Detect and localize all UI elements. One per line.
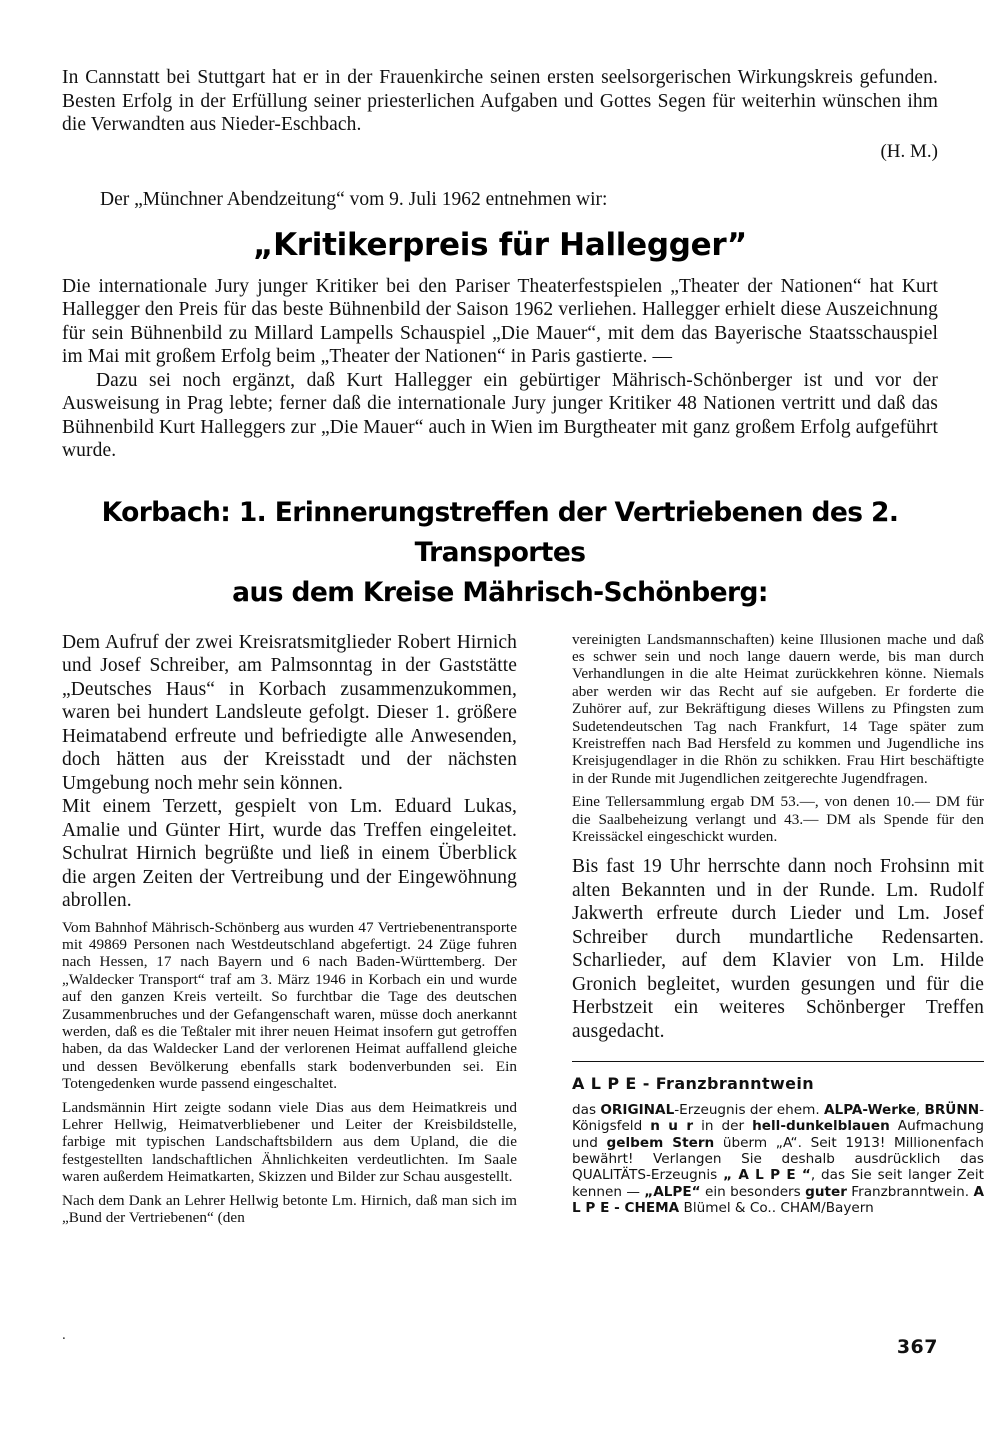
ad-line6-bold2: guter	[805, 1183, 847, 1200]
ad-line7-rest: Blümel & Co.. CHAM/Bayern	[679, 1200, 874, 1217]
ad-line6-mid: ein besonders	[700, 1183, 806, 1200]
top-article-paragraph: In Cannstatt bei Stuttgart hat er in der Frauenkirche seinen ersten seelsorgerischen Wirkungskreis gefunden. Besten Erfolg in der Erfüllung seiner priesterlichen Aufgaben und Gottes Segen für weiterhin wünschen ihm die Verwandten aus Nieder-Eschbach.	[62, 67, 938, 135]
ad-body	[572, 1102, 984, 1217]
ad-line2-bold2: n u r	[650, 1118, 694, 1135]
ad-line2-mid: -Königsfeld	[572, 1101, 984, 1135]
headline-korbach	[62, 493, 938, 613]
page-content	[62, 66, 984, 1331]
ad-line5-bold: „ A L P E “	[723, 1167, 811, 1184]
headline-korbach-line1: Korbach: 1. Erinnerungstreffen der Vertriebenen des 2. Transportes	[101, 496, 899, 568]
ad-line3-bold1: gelbem Stern	[606, 1134, 715, 1151]
top-article-signature: (H. M.)	[880, 140, 938, 162]
page-number: 367	[896, 1336, 938, 1358]
right-paragraph-3: Bis fast 19 Uhr herrschte dann noch Frohsinn mit alten Bekannten und in der Runde. Lm. Rudolf Jakwerth erfreute durch Lieder und Lm. Josef Schreiber durch mundartliche Redensarten. Scharlieder, auf dem Klavier von Lm. Hilde Gronich begleitet, wurden gesungen und für die Herbstzeit ein weiteres Schönberger Treffen ausgedacht.	[572, 856, 984, 1042]
ad-line2-bold1: BRÜNN	[924, 1101, 980, 1118]
ad-line2-bold3: hell-dunkelblauen	[752, 1118, 890, 1135]
ad-line3-pre: Aufmachung und	[572, 1118, 984, 1151]
right-paragraph-2: Eine Tellersammlung ergab DM 53.—, von denen 10.— DM für die Saalbeheizung verlangt und 43.— DM als Spende für den Kreissäckel eingeschickt wurden.	[572, 793, 984, 845]
ad-line2-mid2: in der	[693, 1118, 753, 1135]
source-line: Der „Münchner Abendzeitung“ vom 9. Juli 1962 entnehmen wir:	[100, 188, 608, 210]
ad-line6-end: Franzbranntwein.	[846, 1183, 970, 1200]
ad-line1-pre: das	[572, 1101, 601, 1118]
ad-line5-rest: , das Sie seit langer Zeit kennen —	[572, 1167, 984, 1200]
column-right	[572, 631, 984, 1217]
column-left	[62, 631, 517, 1227]
ad-line1-bold1: ORIGINAL	[600, 1101, 675, 1118]
two-column-body	[62, 630, 984, 1331]
advertisement-alpe	[572, 1076, 984, 1216]
headline-korbach-line2: aus dem Kreise Mährisch-Schönberg:	[232, 576, 768, 608]
left-paragraph-5: Nach dem Dank an Lehrer Hellwig betonte Lm. Hirnich, daß man sich im „Bund der Vertriebenen“ (den	[62, 1191, 517, 1226]
headline-kritikerpreis: „Kritikerpreis für Hallegger”	[253, 226, 747, 263]
left-paragraph-4: Landsmännin Hirt zeigte sodann viele Dias aus dem Heimatkreis und Lehrer Hellwig, Heimatverbliebener und Leiter der Kreisbildstelle, farbige mit typischen Landschaftsbildern aus dem Upland, die die festgestellten landschaftlichen Ähnlichkeiten verdeutlichten. Im Saale waren außerdem Heimatkarten, Skizzen und Bilder zur Schau ausgestellt.	[62, 1098, 517, 1186]
right-paragraph-1: vereinigten Landsmannschaften) keine Illusionen mache und daß es schwer sein und noch lange dauern werde, bis man durch Verhandlungen in die alte Heimat zurückkehren könne. Niemals aber werden wir das Recht auf sie aufgeben. Er forderte die Zuhörer auf, zur Bekräftigung dieses Willens zu Pfingsten zum Sudetendeutschen Tag nach Frankfurt, 14 Tage später zum Kreistreffen nach Bad Hersfeld zu kommen und Jugendliche ins Kreisjugendlager in die Rhön zu schikken. Frau Hirt beschäftigte in der Runde mit Jugendlichen zeitgerechte Jugendfragen.	[572, 630, 984, 787]
ad-line1-bold2: ALPA-Werke	[824, 1101, 916, 1118]
article1-paragraph-1: Die internationale Jury junger Kritiker bei den Pariser Theaterfestspielen „Theater der Nationen“ hat Kurt Hallegger den Preis für das beste Bühnenbild der Saison 1962 verliehen. Hallegger erhielt diese Auszeichnung für sein Bühnenbild zu Millard Lampells Schauspiel „Die Mauer“, mit dem das Bayerische Staatsschauspiel im Mai mit großem Erfolg beim „Theater der Nationen“ in Paris gastierte. —	[62, 275, 938, 367]
ad-line6-bold1: „ALPE“	[644, 1183, 701, 1200]
ad-divider	[572, 1061, 984, 1062]
left-paragraph-2: Mit einem Terzett, gespielt von Lm. Eduard Lukas, Amalie und Günter Hirt, wurde das Treffen eingeleitet. Schulrat Hirnich begrüßte und ließ in einem Überblick die argen Zeiten der Vertreibung und der Eingewöhnung abrollen.	[62, 796, 517, 911]
left-paragraph-3: Vom Bahnhof Mährisch-Schönberg aus wurden 47 Vertriebenentransporte mit 49869 Personen nach Westdeutschland abgefertigt. 24 Züge fuhren nach Hessen, 17 nach Bayern und 6 nach Baden-Württemberg. Der „Waldecker Transport“ traf am 3. März 1946 in Korbach ein und wurde auf den ganzen Kreis verteilt. So furchtbar die Tage des deutschen Zusammenbruches und der Gefangenschaft waren, müsse doch anerkannt werden, daß es die Teßtaler mit ihrer neuen Heimat insofern gut getroffen haben, da das Waldecker Land der verlorenen Heimat auffallend gleiche und dessen Bevölkerung ebenfalls stark bodenverbunden sei. Ein Totengedenken wurde passend eingeschaltet.	[62, 918, 517, 1093]
left-paragraph-1: Dem Aufruf der zwei Kreisratsmitglieder Robert Hirnich und Josef Schreiber, am Palmsonntag in der Gaststätte „Deutsches Haus“ in Korbach zusammenzukommen, waren bei hundert Landsleute gefolgt. Dieser 1. größere Heimatabend erfreute und befriedigte alle Anwesenden, doch hätten aus der Kreisstadt und der nächsten Umgebung noch mehr sein können.	[62, 631, 517, 794]
ad-title: A L P E - Franzbranntwein	[572, 1074, 815, 1094]
ad-line7-bold: A L P E - CHEMA	[572, 1183, 984, 1217]
ad-line1-mid: -Erzeugnis der ehem.	[674, 1101, 825, 1118]
article1-paragraph-2: Dazu sei noch ergänzt, daß Kurt Hallegger ein gebürtiger Mährisch-Schönberger ist und vor der Ausweisung in Prag lebte; ferner daß die internationale Jury junger Kritiker 48 Nationen vertritt und daß das Bühnenbild Kurt Halleggers zur „Die Mauer“ auch in Wien im Burgtheater mit ganz großem Erfolg aufgeführt wurde.	[62, 369, 938, 461]
ad-line3-mid: überm „A“. Seit	[714, 1134, 837, 1151]
ad-line1-end: ,	[915, 1101, 921, 1118]
margin-mark: .	[62, 1327, 66, 1343]
ad-line4: 1913! Millionenfach bewährt! Verlangen Sie deshalb ausdrücklich das QUALITÄTS-Erzeugnis	[572, 1134, 984, 1184]
